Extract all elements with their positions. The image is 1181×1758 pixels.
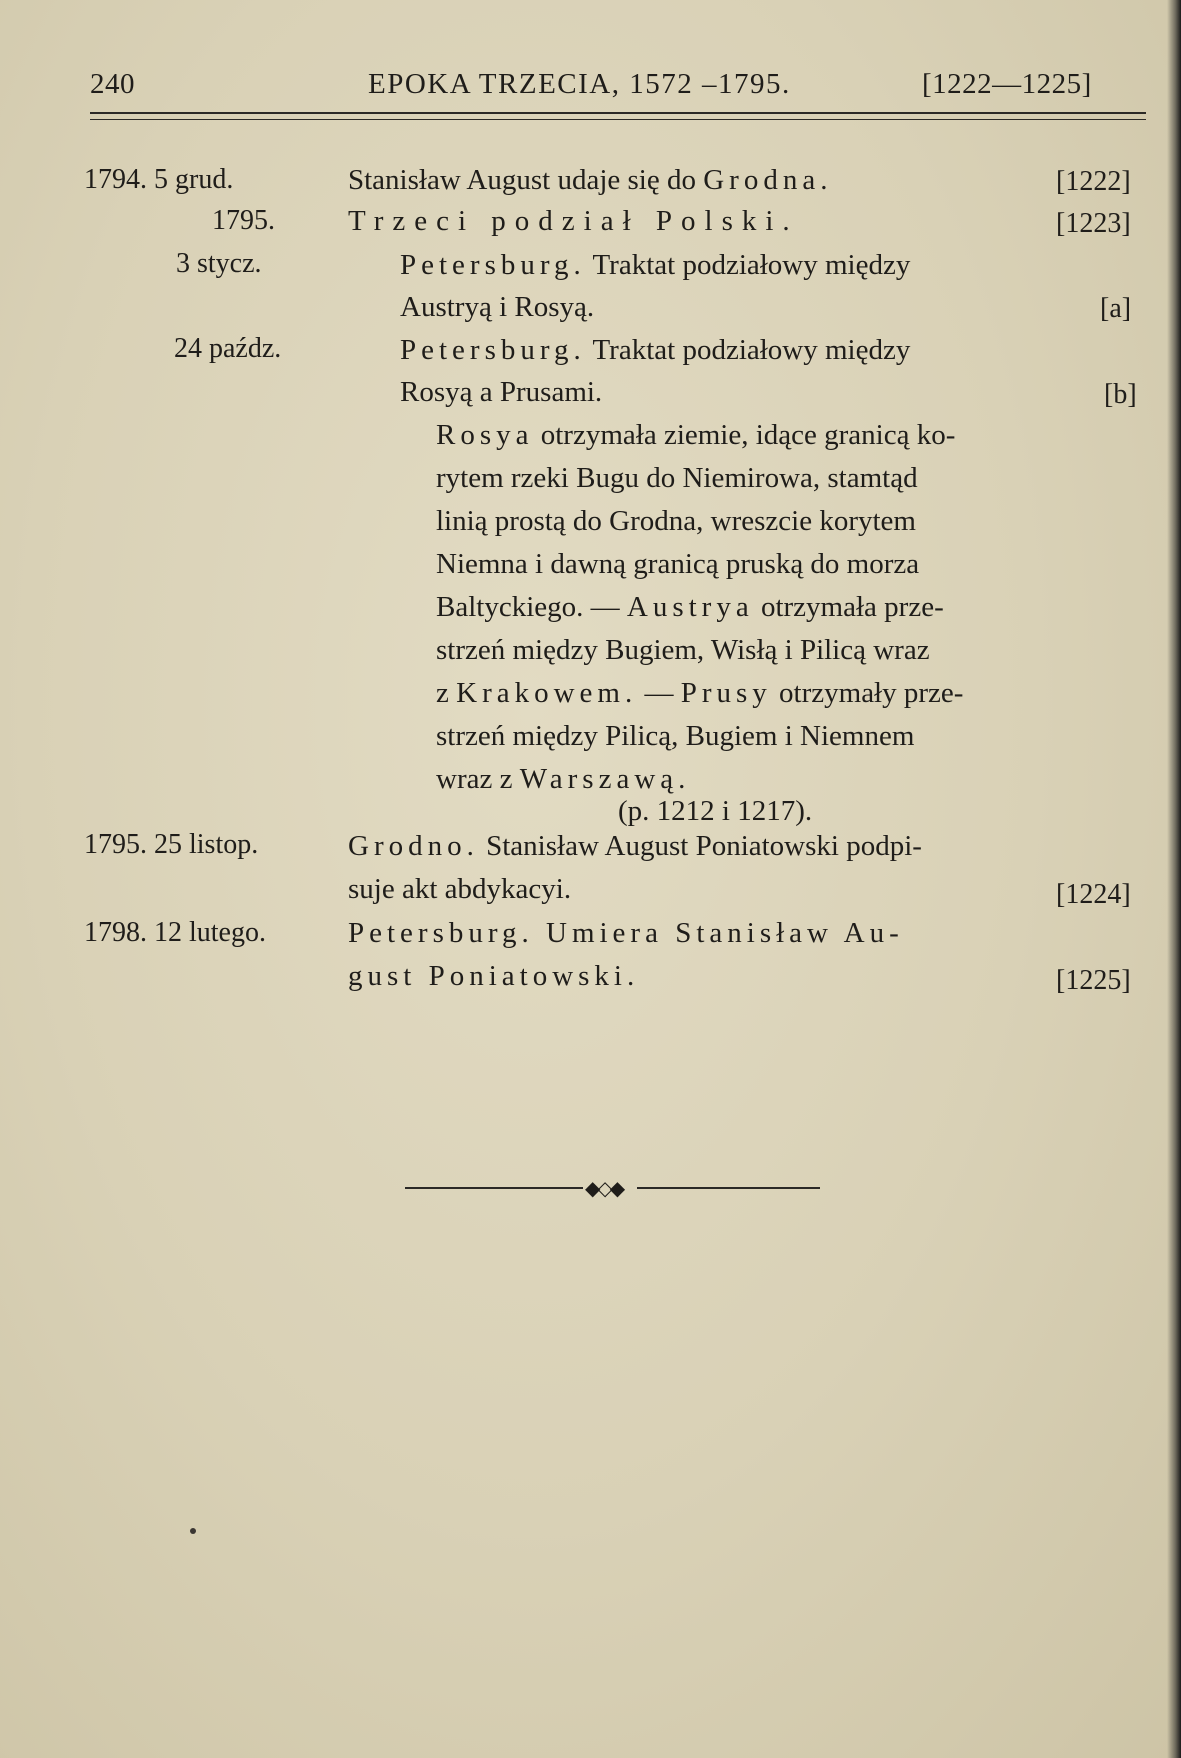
page-edge-shadow bbox=[1167, 0, 1181, 1758]
paragraph-line: strzeń między Bugiem, Wisłą i Pilicą wraz bbox=[436, 634, 930, 666]
entry-text-spaced: Petersburg. bbox=[400, 249, 586, 281]
entry-text-plain: Traktat podziałowy między bbox=[585, 249, 911, 281]
paragraph-line bbox=[436, 418, 955, 452]
entry-text bbox=[400, 333, 910, 367]
entry-text-spaced: Grodno. bbox=[348, 830, 479, 862]
entry-text bbox=[348, 829, 922, 863]
entry-text: Austryą i Rosyą. bbox=[400, 291, 595, 323]
entry-text-spaced: gust Poniatowski. bbox=[348, 960, 640, 992]
paragraph-line bbox=[436, 762, 690, 796]
entry-ref: [a] bbox=[1100, 293, 1132, 324]
entry-text-spaced: Petersburg. Umiera Stanisław Au- bbox=[348, 917, 904, 949]
paragraph-line bbox=[436, 676, 963, 710]
entry-text-plain: Stanisław August udaje się do bbox=[348, 164, 704, 196]
entry-text: suje akt abdykacyi. bbox=[348, 873, 572, 905]
running-title: EPOKA TRZECIA, 1572 –1795. bbox=[368, 68, 791, 100]
entry-date: 3 stycz. bbox=[176, 248, 262, 279]
entry-ref: [b] bbox=[1104, 379, 1137, 410]
line-text: otrzymały prze- bbox=[771, 677, 964, 709]
entry-ref: [1223] bbox=[1056, 208, 1131, 239]
entry-text-plain: Stanisław August Poniatowski podpi- bbox=[478, 830, 922, 862]
paragraph-line: rytem rzeki Bugu do Niemirowa, stamtąd bbox=[436, 462, 918, 494]
paragraph-line: linią prostą do Grodna, wreszcie korytem bbox=[436, 505, 916, 537]
entry-text bbox=[348, 163, 832, 197]
spaced-word: Krakowem. bbox=[456, 677, 638, 709]
entry-date: 24 paźdz. bbox=[174, 333, 282, 364]
entry-ref: [1224] bbox=[1056, 879, 1131, 910]
paragraph-line: strzeń między Pilicą, Bugiem i Niemnem bbox=[436, 720, 915, 752]
spaced-word: Rosya bbox=[436, 419, 534, 451]
paragraph-line bbox=[436, 590, 944, 624]
paragraph-line: Niemna i dawną granicą pruską do morza bbox=[436, 548, 920, 580]
spaced-word: Warszawą. bbox=[519, 763, 691, 795]
entry-date: 1794. 5 grud. bbox=[84, 164, 234, 195]
line-text: wraz z bbox=[436, 763, 520, 795]
section-ornament bbox=[405, 1178, 820, 1198]
header-rule-thin bbox=[90, 119, 1146, 120]
ornament-line-left bbox=[405, 1187, 583, 1189]
entry-range: [1222—1225] bbox=[922, 68, 1092, 100]
line-text: otrzymała prze- bbox=[753, 591, 944, 623]
header-rule bbox=[90, 112, 1146, 114]
entry-text-spaced: Petersburg. bbox=[400, 334, 586, 366]
spaced-word: Austrya bbox=[626, 591, 754, 623]
ornament-diamond-icon: ◆◇◆ bbox=[585, 1176, 623, 1200]
entry-date: 1798. 12 lutego. bbox=[84, 917, 266, 948]
line-text: z bbox=[436, 677, 457, 709]
line-text: Baltyckiego. — bbox=[436, 591, 627, 623]
entry-date: 1795. bbox=[212, 205, 275, 236]
entry-ref: [1225] bbox=[1056, 965, 1131, 996]
entry-text-plain: Traktat podziałowy między bbox=[585, 334, 911, 366]
entry-text-spaced: Grodna. bbox=[703, 164, 833, 196]
entry-text-spaced: Trzeci podział Polski. bbox=[348, 205, 799, 237]
line-text: otrzymała ziemie, idące granicą ko- bbox=[533, 419, 956, 451]
entry-text bbox=[400, 248, 910, 282]
line-text: — bbox=[637, 677, 681, 709]
cross-reference: (p. 1212 i 1217). bbox=[618, 795, 813, 827]
entry-ref: [1222] bbox=[1056, 166, 1131, 197]
paper-speck bbox=[190, 1528, 196, 1534]
page-number: 240 bbox=[90, 68, 135, 100]
ornament-line-right bbox=[637, 1187, 820, 1189]
entry-date: 1795. 25 listop. bbox=[84, 829, 259, 860]
spaced-word: Prusy bbox=[680, 677, 772, 709]
entry-text: Rosyą a Prusami. bbox=[400, 376, 603, 408]
